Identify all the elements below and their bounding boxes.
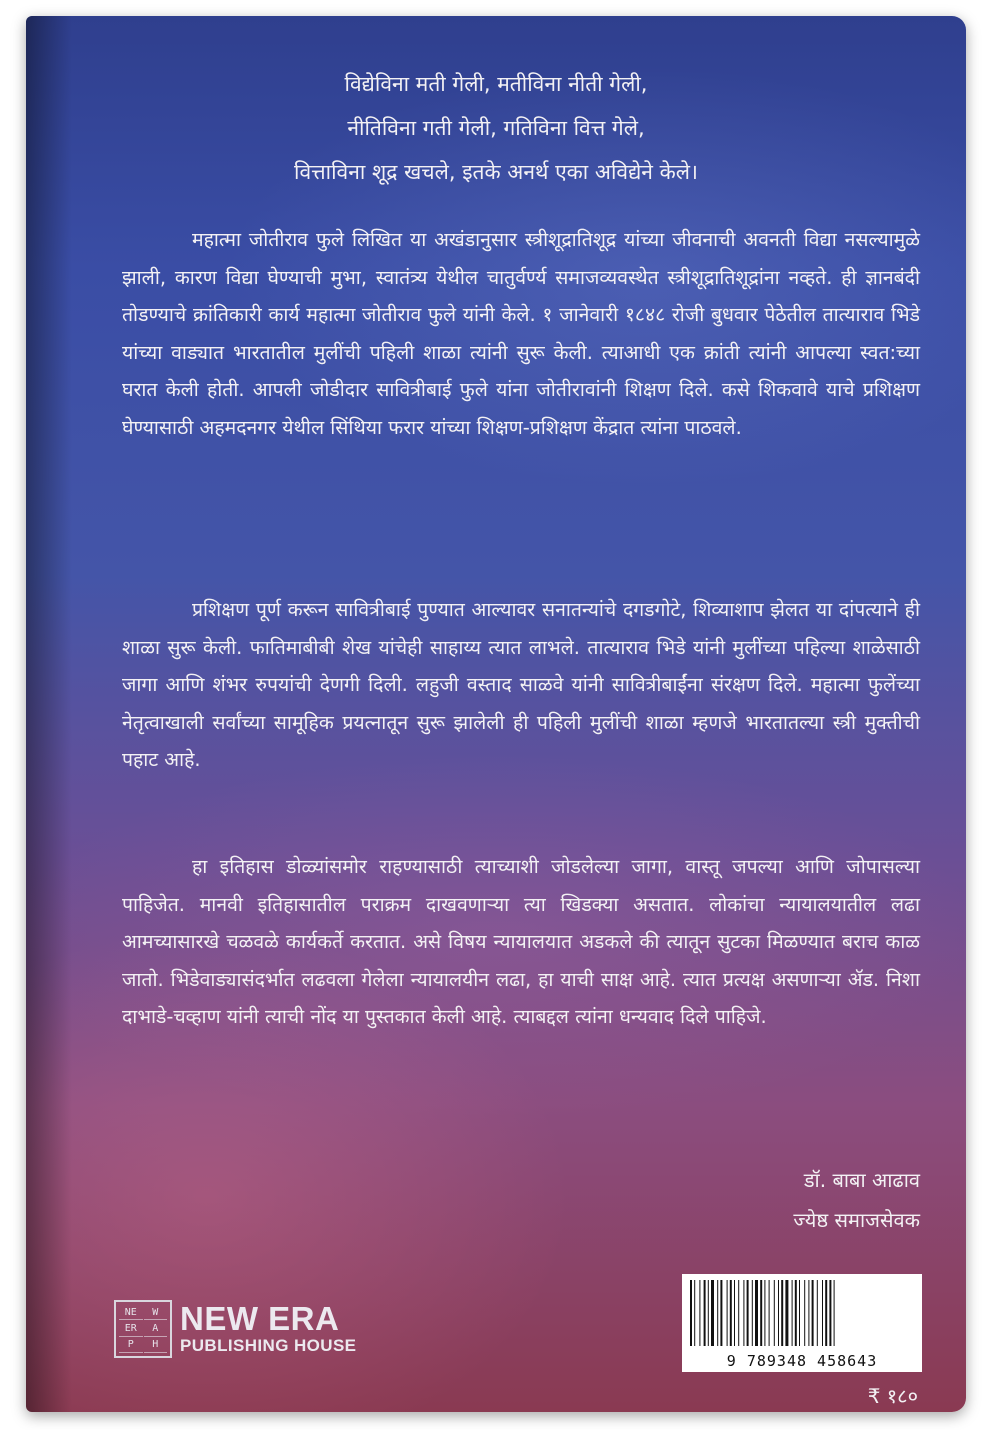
barcode-bar (730, 1280, 732, 1346)
barcode-bar (717, 1280, 718, 1346)
barcode-bar (774, 1280, 775, 1346)
publisher-name-block (180, 1302, 356, 1356)
isbn-number: 9 789348 458643 (726, 1352, 878, 1370)
barcode-bar (734, 1280, 735, 1346)
paragraph-2 (122, 591, 920, 779)
barcode-bar (704, 1280, 706, 1346)
barcode-bar (708, 1280, 709, 1346)
publisher-logo-icon: NE W ER A P H (114, 1300, 172, 1358)
price: ₹ १८० (867, 1384, 918, 1408)
barcode-bar (781, 1280, 783, 1346)
barcode-bar (812, 1280, 814, 1346)
barcode-bar (694, 1280, 695, 1346)
barcode-bar (699, 1280, 700, 1346)
barcode-bar (829, 1280, 831, 1346)
back-cover (26, 16, 966, 1412)
publisher-name: NEW ERA (180, 1300, 340, 1337)
spine-shadow (26, 16, 72, 1412)
poem-line: नीतिविना गती गेली, गतिविना वित्त गेले, (347, 116, 645, 140)
publisher-subtitle: PUBLISHING HOUSE (180, 1336, 357, 1355)
barcode-bar (785, 1280, 788, 1346)
paragraph-3 (122, 848, 920, 1036)
barcode-bar (760, 1280, 762, 1346)
barcode-icon (688, 1280, 916, 1348)
paragraph-text: महात्मा जोतीराव फुले लिखित या अखंडानुसार स्त्रीशूद्रातिशूद्र यांच्या जीवनाची अवनती विद्या नसल्यामुळे झाली, कारण विद्या घेण्याची मुभा, स्वातंत्र्य येथील चातुर्वर्ण्य समाजव्यवस्थेत स्त्रीशूद्रातिशूद्रांना नव्हते. ही ज्ञानबंदी तोडण्याचे क्रांतिकारी कार्य महात्मा जोतीराव फुले यांनी केले. १ जानेवारी १८४८ रोजी बुधवार पेठेतील तात्याराव भिडे यांच्या वाड्यात भारतातील मुलींची पहिली शाळा त्यांनी सुरू केली. त्याआधी एक क्रांती त्यांनी आपल्या स्वत:च्या घरात केली होती. आपली जोडीदार सावित्रीबाई फुले यांना जोतीरावांनी शिक्षण दिले. कसे शिकवावे याचे प्रशिक्षण घेण्यासाठी अहमदनगर येथील सिंथिया फरार यांच्या शिक्षण-प्रशिक्षण केंद्रात त्यांना पाठवले. (122, 228, 920, 439)
barcode-bar (792, 1280, 793, 1346)
barcode-bar (711, 1280, 714, 1346)
paragraph-1 (122, 221, 920, 447)
barcode-bar (727, 1280, 728, 1346)
barcode-bar (778, 1280, 779, 1346)
barcode-bar (752, 1280, 753, 1346)
barcode-bar (743, 1280, 744, 1346)
paragraph-text: प्रशिक्षण पूर्ण करून सावित्रीबाई पुण्यात आल्यावर सनातन्यांचे दगडगोटे, शिव्याशाप झेलत या दांपत्याने ही शाळा सुरू केली. फातिमाबीबी शेख यांचेही साहाय्य त्यात लाभले. तात्याराव भिडे यांनी मुलींच्या पहिल्या शाळेसाठी जागा आणि शंभर रुपयांची देणगी दिली. लहुजी वस्ताद साळवे यांनी सावित्रीबाईंना संरक्षण दिले. महात्मा फुलेंच्या नेतृत्वाखाली सर्वांच्या सामूहिक प्रयत्नातून सुरू झालेली ही पहिली मुलींची शाळा म्हणजे भारतातल्या स्त्री मुक्तीची पहाट आहे. (122, 598, 920, 772)
barcode-bar (817, 1280, 818, 1346)
barcode-bar (799, 1280, 800, 1346)
poem-line: वित्ताविना शूद्र खचले, इतके अनर्थ एका अविद्येने केले। (294, 160, 698, 184)
barcode-bar (822, 1280, 823, 1346)
barcode-bar (808, 1280, 809, 1346)
barcode-bar (825, 1280, 827, 1346)
barcode-bar (747, 1280, 749, 1346)
author-title: ज्येष्ठ समाजसेवक (793, 1208, 920, 1232)
barcode-bar (834, 1280, 835, 1346)
barcode-bar (738, 1280, 739, 1346)
barcode-bar (804, 1280, 805, 1346)
barcode-bar (755, 1280, 758, 1346)
isbn-barcode (682, 1274, 922, 1372)
barcode-bar (769, 1280, 770, 1346)
author-name: डॉ. बाबा आढाव (803, 1168, 920, 1192)
paragraph-text: हा इतिहास डोळ्यांसमोर राहण्यासाठी त्याच्याशी जोडलेल्या जागा, वास्तू जपल्या आणि जोपासल्या पाहिजेत. मानवी इतिहासातील पराक्रम दाखवणाऱ्या त्या खिडक्या असतात. लोकांचा न्यायालयातील लढा आमच्यासारखे चळवळे कार्यकर्ते करतात. असे विषय न्यायालयात अडकले की त्यातून सुटका मिळण्यात बराच काळ जातो. भिडेवाड्यासंदर्भात लढवला गेलेला न्यायालयीन लढा, हा याची साक्ष आहे. त्यात प्रत्यक्ष असणाऱ्या ॲड. निशा दाभाडे-चव्हाण यांनी त्याची नोंद या पुस्तकात केली आहे. त्याबद्दल त्यांना धन्यवाद दिले पाहिजे. (122, 855, 920, 1029)
barcode-bar (690, 1280, 692, 1346)
barcode-bar (795, 1280, 797, 1346)
poem-line: विद्येविना मती गेली, मतीविना नीती गेली, (344, 72, 648, 96)
poem-block (26, 62, 966, 194)
barcode-bar (764, 1280, 765, 1346)
barcode-bar (720, 1280, 722, 1346)
publisher-logo (114, 1300, 356, 1358)
